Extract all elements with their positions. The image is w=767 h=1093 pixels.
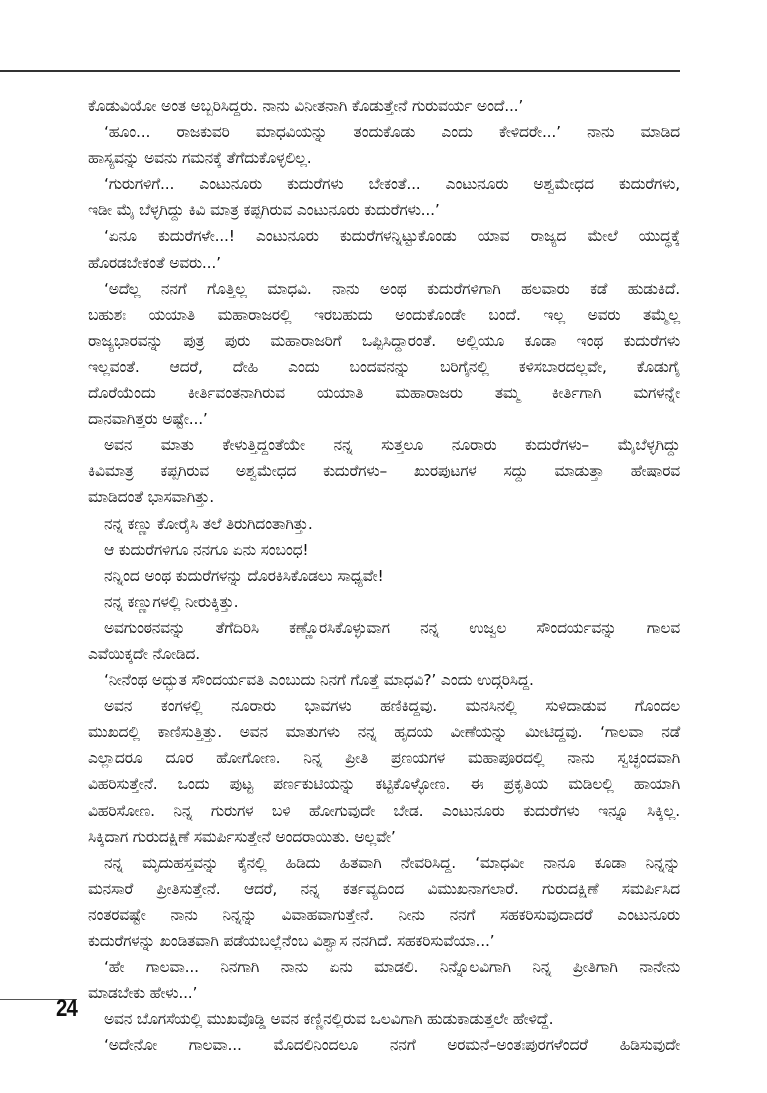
text-line: ನನ್ನ ಕಣ್ಣುಗಳಲ್ಲಿ ನೀರುಕ್ಕಿತ್ತು.	[104, 592, 239, 611]
text-line: ಸಿಕ್ಕಿದಾಗ ಗುರುದಕ್ಷಿಣೆ ಸಮರ್ಪಿಸುತ್ತೇನೆ ಅಂದರಾಯಿತು. ಅಲ್ಲವೇ’	[88, 827, 396, 846]
text-line: ಮನಸಾರೆ ಪ್ರೀತಿಸುತ್ತೇನೆ. ಆದರೆ, ನನ್ನ ಕರ್ತವ್ಯದಿಂದ ವಿಮುಖನಾಗಲಾರೆ. ಗುರುದಕ್ಷಿಣೆ ಸಮರ್ಪಿಸಿದ	[88, 879, 680, 898]
text-line: ದಾನವಾಗಿತ್ತರು ಅಷ್ಟೇ...’	[88, 410, 208, 429]
text-line: ಕಿವಿಮಾತ್ರ ಕಪ್ಪಗಿರುವ ಅಶ್ವಮೇಧದ ಕುದುರೆಗಳು– ಖುರಪುಟಗಳ ಸದ್ದು ಮಾಡುತ್ತಾ ಹೇಷಾರವ	[88, 462, 680, 481]
text-line: ಕೊಡುವಿಯೋ ಅಂತ ಅಬ್ಬರಿಸಿದ್ದರು. ನಾನು ವಿನೀತನಾಗಿ ಕೊಡುತ್ತೇನೆ ಗುರುವರ್ಯ ಅಂದೆ...’	[88, 97, 524, 115]
text-line: ‘ಹೇ ಗಾಲವಾ... ನಿನಗಾಗಿ ನಾನು ಏನು ಮಾಡಲಿ. ನಿನ್ನೊಲವಿಗಾಗಿ ನಿನ್ನ ಪ್ರೀತಿಗಾಗಿ ನಾನೇನು	[104, 958, 680, 977]
text-line: ಕುದುರೆಗಳನ್ನು ಖಂಡಿತವಾಗಿ ಪಡೆಯಬಲ್ಲೆನೆಂಬ ವಿಶ್ವಾಸ ನನಗಿದೆ. ಸಹಕರಿಸುವೆಯಾ...’	[88, 932, 495, 950]
page-number: 24	[56, 995, 77, 1022]
text-line: ಇಡೀ ಮೈ ಬೆಳ್ಳಗಿದ್ದು ಕಿವಿ ಮಾತ್ರ ಕಪ್ಪಗಿರುವ ಎಂಟುನೂರು ಕುದುರೆಗಳು...’	[88, 201, 440, 220]
text-line: ನಂತರವಷ್ಟೇ ನಾನು ನಿನ್ನನ್ನು ವಿವಾಹವಾಗುತ್ತೇನೆ. ನೀನು ನನಗೆ ಸಹಕರಿಸುವುದಾದರೆ ಎಂಟುನೂರು	[88, 905, 680, 924]
text-line: ಎಲ್ಲಾದರೂ ದೂರ ಹೋಗೋಣ. ನಿನ್ನ ಪ್ರೀತಿ ಪ್ರಣಯಗಳ ಮಹಾಪೂರದಲ್ಲಿ ನಾನು ಸ್ವಚ್ಛಂದವಾಗಿ	[88, 749, 680, 768]
text-line: ಅವನ ಬೊಗಸೆಯಲ್ಲಿ ಮುಖವೊಡ್ಡಿ ಅವನ ಕಣ್ಣಿನಲ್ಲಿರುವ ಒಲವಿಗಾಗಿ ಹುಡುಕಾಡುತ್ತಲೇ ಹೇಳಿದ್ದೆ.	[104, 1010, 554, 1029]
text-line: ವಿಹರಿಸೋಣ. ನಿನ್ನ ಗುರುಗಳ ಬಳಿ ಹೋಗುವುದೇ ಬೇಡ. ಎಂಟುನೂರು ಕುದುರೆಗಳು ಇನ್ನೂ ಸಿಕ್ಕಿಲ್ಲ.	[88, 801, 680, 820]
text-line: ‘ಅದೆಲ್ಲ ನನಗೆ ಗೊತ್ತಿಲ್ಲ ಮಾಧವಿ. ನಾನು ಅಂಥ ಕುದುರೆಗಳಿಗಾಗಿ ಹಲವಾರು ಕಡೆ ಹುಡುಕಿದೆ.	[104, 279, 680, 298]
text-line: ಇಲ್ಲವಂತೆ. ಆದರೆ, ದೇಹಿ ಎಂದು ಬಂದವನನ್ನು ಬರಿಗೈನಲ್ಲಿ ಕಳಿಸಬಾರದಲ್ಲವೇ, ಕೊಡುಗೈ	[88, 357, 680, 376]
text-line: ‘ನೀನೆಂಥ ಅದ್ಭುತ ಸೌಂದರ್ಯವತಿ ಎಂಬುದು ನಿನಗೆ ಗೊತ್ತೆ ಮಾಧವಿ?’ ಎಂದು ಉದ್ಗರಿಸಿದ್ದ.	[104, 671, 534, 690]
text-line: ಅವನ ಕಂಗಳಲ್ಲಿ ನೂರಾರು ಭಾವಗಳು ಹಣಿಕಿದ್ದವು. ಮನಸಿನಲ್ಲಿ ಸುಳಿದಾಡುವ ಗೊಂದಲ	[104, 697, 680, 716]
text-line: ಬಹುಶಃ ಯಯಾತಿ ಮಹಾರಾಜರಲ್ಲಿ ಇರಬಹುದು ಅಂದುಕೊಂಡೇ ಬಂದೆ. ಇಲ್ಲ ಅವರು ತಮ್ಮೆಲ್ಲ	[88, 305, 680, 324]
text-line: ನನ್ನ ಕಣ್ಣು ಕೋರೈಸಿ ತಲೆ ತಿರುಗಿದಂತಾಗಿತ್ತು.	[104, 514, 313, 533]
text-line: ನನ್ನ ಮೃದುಹಸ್ತವನ್ನು ಕೈನಲ್ಲಿ ಹಿಡಿದು ಹಿತವಾಗಿ ನೇವರಿಸಿದ್ದ. ‘ಮಾಧವೀ ನಾನೂ ಕೂಡಾ ನಿನ್ನನ್ನು	[104, 853, 680, 872]
text-line: ಹಾಸ್ಯವನ್ನು ಅವನು ಗಮನಕ್ಕೆ ತೆಗೆದುಕೊಳ್ಳಲಿಲ್ಲ.	[88, 149, 312, 168]
header-rule	[0, 70, 680, 72]
text-line: ಅವನ ಮಾತು ಕೇಳುತ್ತಿದ್ದಂತೆಯೇ ನನ್ನ ಸುತ್ತಲೂ ನೂರಾರು ಕುದುರೆಗಳು– ಮೈಬೆಳ್ಳಗಿದ್ದು	[104, 436, 680, 455]
text-line: ಅವಗುಂಠನವನ್ನು ತೆಗೆದಿರಿಸಿ ಕಣ್ಣೊರಸಿಕೊಳ್ಳುವಾಗ ನನ್ನ ಉಜ್ವಲ ಸೌಂದರ್ಯವನ್ನು ಗಾಲವ	[104, 618, 680, 637]
text-line: ಎವೆಯಿಕ್ಕದೇ ನೋಡಿದ.	[88, 644, 200, 663]
text-line: ‘ಏನೂ ಕುದುರೆಗಳೇ...! ಎಂಟುನೂರು ಕುದುರೆಗಳನ್ನಿಟ್ಟುಕೊಂಡು ಯಾವ ರಾಜ್ಯದ ಮೇಲೆ ಯುದ್ಧಕ್ಕೆ	[104, 227, 680, 246]
text-line: ಆ ಕುದುರೆಗಳಿಗೂ ನನಗೂ ಏನು ಸಂಬಂಧ!	[104, 540, 309, 559]
text-line: ರಾಜ್ಯಭಾರವನ್ನು ಪುತ್ರ ಪುರು ಮಹಾರಾಜರಿಗೆ ಒಪ್ಪಿಸಿದ್ದಾರಂತೆ. ಅಲ್ಲಿಯೂ ಕೂಡಾ ಇಂಥ ಕುದುರೆಗಳು	[88, 331, 680, 350]
text-line: ಮಾಡಿದಂತೆ ಭಾಸವಾಗಿತ್ತು.	[88, 488, 214, 507]
text-line: ‘ಹೂಂ... ರಾಜಕುವರಿ ಮಾಧವಿಯನ್ನು ತಂದುಕೊಡು ಎಂದು ಕೇಳಿದರೇ...’ ನಾನು ಮಾಡಿದ	[104, 123, 680, 142]
text-line: ಹೊರಡಬೇಕಂತೆ ಅವರು...’	[88, 253, 221, 272]
text-line: ವಿಹರಿಸುತ್ತೇನೆ. ಒಂದು ಪುಟ್ಟ ಪರ್ಣಕುಟಿಯನ್ನು ಕಟ್ಟಿಕೊಳ್ಳೋಣ. ಈ ಪ್ರಕೃತಿಯ ಮಡಿಲಲ್ಲಿ ಹಾಯಾಗಿ	[88, 775, 680, 794]
text-line: ದೊರೆಯೆಂದು ಕೀರ್ತಿವಂತನಾಗಿರುವ ಯಯಾತಿ ಮಹಾರಾಜರು ತಮ್ಮ ಕೀರ್ತಿಗಾಗಿ ಮಗಳನ್ನೇ	[88, 384, 680, 403]
text-line: ಮಾಡಬೇಕು ಹೇಳು...’	[88, 984, 198, 1003]
body-text	[88, 93, 680, 1058]
text-line: ನನ್ನಿಂದ ಅಂಥ ಕುದುರೆಗಳನ್ನು ದೊರಕಿಸಿಕೊಡಲು ಸಾಧ್ಯವೇ!	[104, 566, 384, 585]
text-line: ‘ಗುರುಗಳಿಗೆ... ಎಂಟುನೂರು ಕುದುರೆಗಳು ಬೇಕಂತೆ... ಎಂಟುನೂರು ಅಶ್ವಮೇಧದ ಕುದುರೆಗಳು,	[104, 175, 680, 194]
text-line: ಮುಖದಲ್ಲಿ ಕಾಣಿಸುತ್ತಿತ್ತು. ಅವನ ಮಾತುಗಳು ನನ್ನ ಹೃದಯ ವೀಣೆಯನ್ನು ಮೀಟಿದ್ದವು. ‘ಗಾಲವಾ ನಡೆ	[88, 723, 680, 742]
text-line: ‘ಅದೇನೋ ಗಾಲವಾ... ಮೊದಲಿನಿಂದಲೂ ನನಗೆ ಅರಮನೆ–ಅಂತಃಪುರಗಳೆಂದರೆ ಹಿಡಿಸುವುದೇ	[104, 1036, 680, 1055]
